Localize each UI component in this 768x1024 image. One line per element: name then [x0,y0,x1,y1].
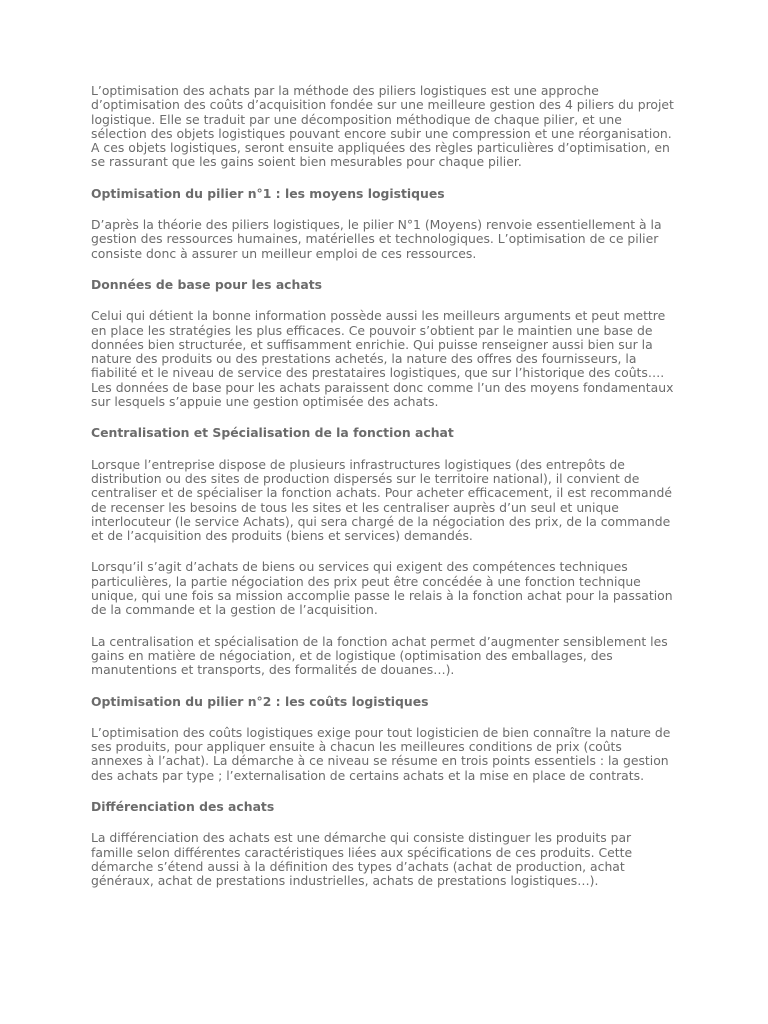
section-heading-pilier-2: Optimisation du pilier n°2 : les coûts logistiques [91,693,429,709]
paragraph-donnees-base: Celui qui détient la bonne information possède aussi les meilleurs arguments et peut mettre en place les stratégies les plus efficaces. Ce pouvoir s’obtient par le maintien une base de données bien structurée, et suffisamment enrichie. Qui puisse renseigner aussi bien sur la nature des produits ou des prestations achetés, la nature des offres des fournisseurs, la fiabilité et le niveau de service des prestataires logistiques, que sur l’historique des coûts…. Les données de base pour les achats paraissent donc comme l’un des moyens fondamentaux sur lesquels s’appuie une gestion optimisée des achats. [91,308,674,410]
intro-paragraph: L’optimisation des achats par la méthode des piliers logistiques est une approche d’optimisation des coûts d’acquisition fondée sur une meilleure gestion des 4 piliers du projet logistique. Elle se traduit par une décomposition méthodique de chaque pilier, et une sélection des objets logistiques pouvant encore subir une compression et une réorganisation. A ces objets logistiques, seront ensuite appliquées des règles particulières d’optimisation, en se rassurant que les gains soient bien mesurables pour chaque pilier. [91,83,674,170]
section-heading-pilier-1: Optimisation du pilier n°1 : les moyens logistiques [91,185,445,201]
paragraph-pilier-2: L’optimisation des coûts logistiques exige pour tout logisticien de bien connaître la nature de ses produits, pour appliquer ensuite à chacun les meilleures conditions de prix (coûts annexes à l’achat). La démarche à ce niveau se résume en trois points essentiels : la gestion des achats par type ; l’externalisation de certains achats et la mise en place de contrats. [91,724,671,783]
paragraph-pilier-1: D’après la théorie des piliers logistiques, le pilier N°1 (Moyens) renvoie essentiellement à la gestion des ressources humaines, matérielles et technologiques. L’optimisation de ce pilier consiste donc à assurer un meilleur emploi de ces ressources. [91,217,662,261]
section-heading-differenciation: Différenciation des achats [91,798,275,814]
paragraph-differenciation: La différenciation des achats est une démarche qui consiste distinguer les produits par famille selon différentes caractéristiques liées aux spécifications de ces produits. Cette démarche s’étend aussi à la définition des types d’achats (achat de production, achat généraux, achat de prestations industrielles, achats de prestations logistiques…). [91,830,633,889]
paragraph-centralisation-1: Lorsque l’entreprise dispose de plusieurs infrastructures logistiques (des entrepôts de distribution ou des sites de production dispersés sur le territoire national), il convient de centraliser et de spécialiser la fonction achats. Pour acheter efficacement, il est recommandé de recenser les besoins de tous les sites et les centraliser auprès d’un seul et unique interlocuteur (le service Achats), qui sera chargé de la négociation des prix, de la commande et de l’acquisition des produits (biens et services) demandés. [91,456,672,544]
paragraph-centralisation-3: La centralisation et spécialisation de la fonction achat permet d’augmenter sensiblement les gains en matière de négociation, et de logistique (optimisation des emballages, des manutentions et transports, des formalités de douanes…). [91,633,668,678]
paragraph-centralisation-2: Lorsqu’il s’agit d’achats de biens ou services qui exigent des compétences techniques particulières, la partie négociation des prix peut être concédée à une fonction technique unique, qui une fois sa mission accomplie passe le relais à la fonction achat pour la passation de la commande et la gestion de l’acquisition. [91,559,673,618]
section-heading-centralisation: Centralisation et Spécialisation de la fonction achat [91,425,454,441]
document-page [91,84,677,905]
section-heading-donnees-base: Données de base pour les achats [91,276,322,292]
